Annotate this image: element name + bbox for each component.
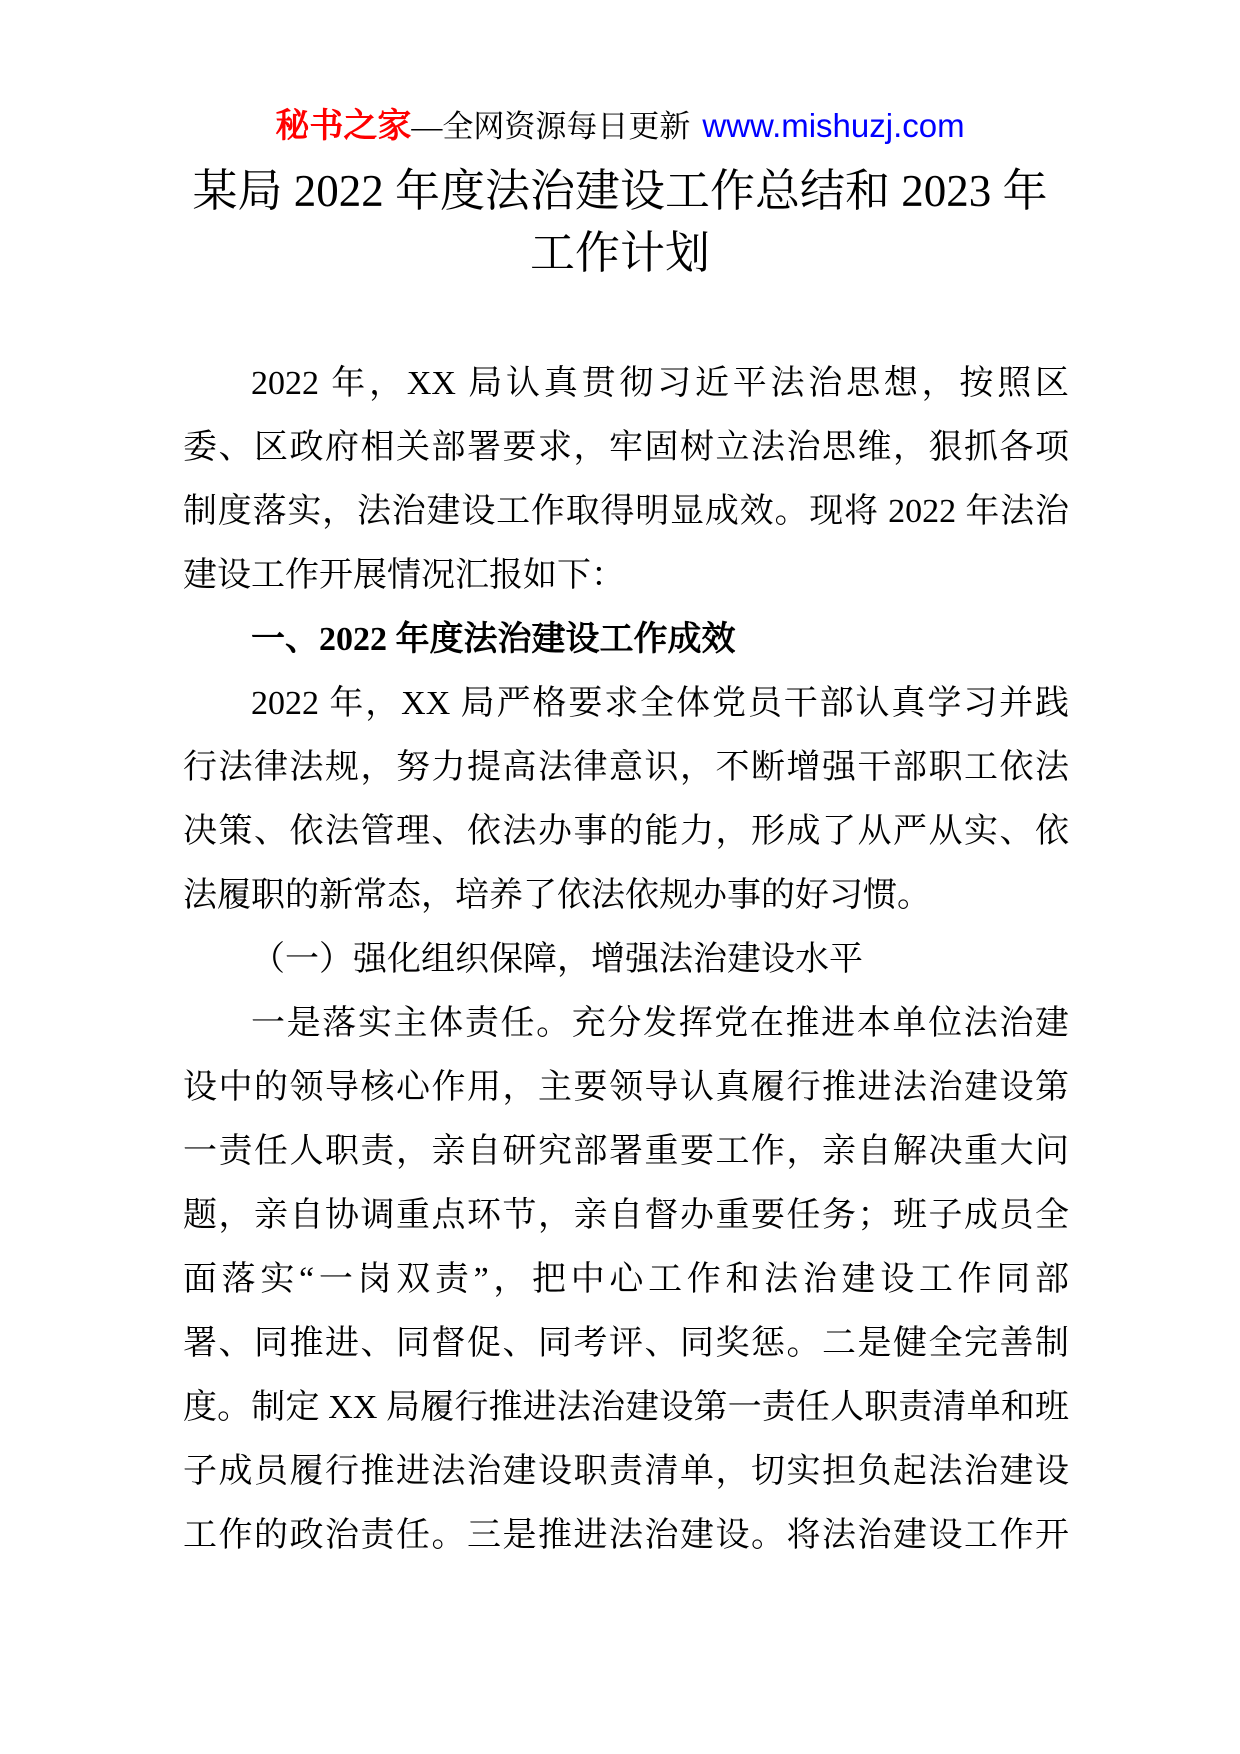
subsection-heading xyxy=(183,928,1069,992)
document-title xyxy=(0,160,1240,284)
text-line: 子成员履行推进法治建设职责清单，切实担负起法治建设 xyxy=(183,1453,1069,1490)
text-line: 委、区政府相关部署要求，牢固树立法治思维，狠抓各项 xyxy=(183,429,1069,466)
text-line: 2022 年，XX 局严格要求全体党员干部认真学习并践 xyxy=(251,685,1069,722)
paragraph xyxy=(183,992,1069,1568)
document-title-line: 某局 2022 年度法治建设工作总结和 2023 年 xyxy=(192,166,1048,216)
text-line: 一、2022 年度法治建设工作成效 xyxy=(251,621,736,658)
site-tagline: —全网资源每日更新 xyxy=(411,109,691,144)
text-line: 工作的政治责任。三是推进法治建设。将法治建设工作开 xyxy=(183,1517,1069,1554)
paragraph xyxy=(183,352,1069,608)
text-line: 制度落实，法治建设工作取得明显成效。现将 2022 年法治 xyxy=(183,493,1069,530)
text-line: （一）强化组织保障，增强法治建设水平 xyxy=(251,941,863,978)
text-line: 题，亲自协调重点环节，亲自督办重要任务；班子成员全 xyxy=(183,1197,1069,1234)
text-line: 面落实“一岗双责”，把中心工作和法治建设工作同部 xyxy=(183,1261,1069,1298)
text-line: 一是落实主体责任。充分发挥党在推进本单位法治建 xyxy=(251,1005,1069,1042)
document-body xyxy=(183,352,1069,1568)
text-line: 署、同推进、同督促、同考评、同奖惩。二是健全完善制 xyxy=(183,1325,1069,1362)
section-heading-1 xyxy=(183,608,1069,672)
document-title-line: 工作计划 xyxy=(529,228,710,278)
text-line: 度。制定 XX 局履行推进法治建设第一责任人职责清单和班 xyxy=(183,1389,1069,1426)
text-line: 建设工作开展情况汇报如下： xyxy=(183,557,625,594)
text-line: 2022 年，XX 局认真贯彻习近平法治思想，按照区 xyxy=(251,365,1069,402)
text-line: 行法律法规，努力提高法律意识，不断增强干部职工依法 xyxy=(183,749,1069,786)
paragraph xyxy=(183,672,1069,928)
site-brand: 秘书之家 xyxy=(275,107,412,145)
text-line: 决策、依法管理、依法办事的能力，形成了从严从实、依 xyxy=(183,813,1069,850)
site-url-link[interactable]: www.mishuzj.com xyxy=(702,107,965,144)
text-line: 设中的领导核心作用，主要领导认真履行推进法治建设第 xyxy=(183,1069,1069,1106)
site-header xyxy=(0,0,1240,148)
text-line: 法履职的新常态，培养了依法依规办事的好习惯。 xyxy=(183,877,931,914)
text-line: 一责任人职责，亲自研究部署重要工作，亲自解决重大问 xyxy=(183,1133,1069,1170)
